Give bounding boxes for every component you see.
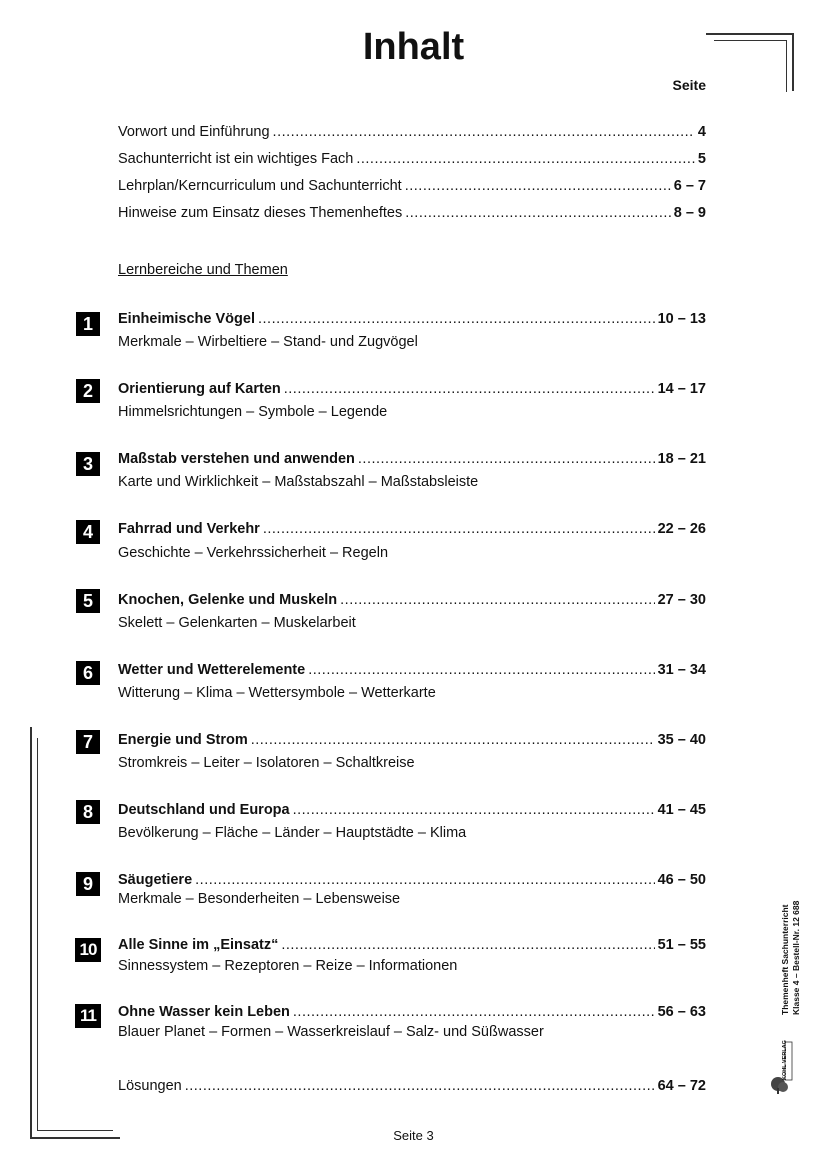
topic-subtitle: Blauer Planet – Formen – Wasserkreislauf – Salz- und Süßwasser (118, 1024, 544, 1040)
leader-dots (258, 311, 655, 327)
side-info (780, 845, 806, 1015)
topic-pages: 46 – 50 (657, 872, 706, 888)
topic-number-badge: 9 (76, 872, 100, 896)
toc-entry-intro (118, 178, 706, 194)
toc-topic (118, 451, 706, 467)
leader-dots (251, 732, 655, 748)
leader-dots (195, 872, 654, 888)
toc-entry-pages: 6 – 7 (673, 178, 706, 194)
topic-number-badge: 4 (76, 520, 100, 544)
topic-pages: 51 – 55 (657, 937, 706, 953)
topic-number-badge: 8 (76, 800, 100, 824)
leader-dots (358, 451, 655, 467)
toc-entry-intro (118, 124, 706, 140)
topic-subtitle: Skelett – Gelenkarten – Muskelarbeit (118, 615, 356, 631)
topic-pages: 56 – 63 (657, 1004, 706, 1020)
topic-title: Energie und Strom (118, 732, 248, 748)
leader-dots (263, 521, 655, 537)
topic-pages: 31 – 34 (657, 662, 706, 678)
toc-entry-label: Sachunterricht ist ein wichtiges Fach (118, 151, 354, 167)
topic-title: Alle Sinne im „Einsatz“ (118, 937, 279, 953)
topic-pages: 41 – 45 (657, 802, 706, 818)
leader-dots (281, 937, 654, 953)
leader-dots (293, 1004, 655, 1020)
side-info-line2: Klasse 4 – Bestell-Nr. 12 688 (791, 900, 801, 1015)
topic-title: Orientierung auf Karten (118, 381, 281, 397)
toc-entry-label: Vorwort und Einführung (118, 124, 270, 140)
toc-topic (118, 521, 706, 537)
topic-subtitle: Geschichte – Verkehrssicherheit – Regeln (118, 545, 389, 561)
leader-dots (356, 151, 695, 167)
section-heading: Lernbereiche und Themen (118, 262, 288, 278)
toc-topic (118, 732, 706, 748)
topic-subtitle: Merkmale – Besonderheiten – Lebensweise (118, 891, 401, 907)
toc-topic (118, 311, 706, 327)
leader-dots (273, 124, 695, 140)
topic-title: Deutschland und Europa (118, 802, 290, 818)
topic-pages: 10 – 13 (657, 311, 706, 327)
topic-title: Fahrrad und Verkehr (118, 521, 260, 537)
topic-subtitle: Stromkreis – Leiter – Isolatoren – Schaltkreise (118, 755, 415, 771)
topic-title: Knochen, Gelenke und Muskeln (118, 592, 338, 608)
page-title: Inhalt (362, 26, 465, 68)
leader-dots (405, 205, 671, 221)
toc-entry-pages: 64 – 72 (657, 1078, 706, 1094)
toc-entry-intro (118, 151, 706, 167)
toc-topic (118, 1004, 706, 1020)
toc-topic (118, 381, 706, 397)
frame-bottom-left-v2 (37, 738, 38, 1131)
topic-title: Einheimische Vögel (118, 311, 255, 327)
topic-number-badge: 3 (76, 452, 100, 476)
toc-entry-label: Lehrplan/Kerncurriculum und Sachunterricht (118, 178, 402, 194)
publisher-name: KOHL VERLAG (782, 1040, 788, 1080)
leader-dots (405, 178, 671, 194)
leader-dots (284, 381, 655, 397)
toc-topic (118, 937, 706, 953)
topic-subtitle: Karte und Wirklichkeit – Maßstabszahl – Maßstabsleiste (118, 474, 479, 490)
topic-pages: 14 – 17 (657, 381, 706, 397)
page-column-label: Seite (672, 77, 706, 93)
topic-title: Wetter und Wetterelemente (118, 662, 306, 678)
toc-topic (118, 592, 706, 608)
topic-number-badge: 5 (76, 589, 100, 613)
frame-bottom-left-v (30, 727, 32, 1139)
side-info-line1: Themenheft Sachunterricht (780, 904, 790, 1015)
topic-subtitle: Sinnessystem – Rezeptoren – Reize – Informationen (118, 958, 458, 974)
toc-topic (118, 872, 706, 888)
publisher-logo (768, 1040, 794, 1096)
toc-topic (118, 662, 706, 678)
topic-number-badge: 1 (76, 312, 100, 336)
topic-pages: 27 – 30 (657, 592, 706, 608)
topic-number-badge: 6 (76, 661, 100, 685)
topic-title: Ohne Wasser kein Leben (118, 1004, 290, 1020)
topic-pages: 22 – 26 (657, 521, 706, 537)
toc-entry-pages: 8 – 9 (673, 205, 706, 221)
toc-entry-label: Hinweise zum Einsatz dieses Themenheftes (118, 205, 403, 221)
page-footer: Seite 3 (393, 1128, 434, 1143)
topic-number-badge: 7 (76, 730, 100, 754)
topic-subtitle: Himmelsrichtungen – Symbole – Legende (118, 404, 388, 420)
toc-entry-pages: 5 (697, 151, 706, 167)
leader-dots (293, 802, 655, 818)
toc-entry-label: Lösungen (118, 1078, 182, 1094)
topic-pages: 35 – 40 (657, 732, 706, 748)
topic-pages: 18 – 21 (657, 451, 706, 467)
toc-entry-pages: 4 (697, 124, 706, 140)
topic-subtitle: Bevölkerung – Fläche – Länder – Hauptstädte – Klima (118, 825, 467, 841)
toc-entry-intro (118, 205, 706, 221)
tree-logo-icon (768, 1040, 794, 1096)
topic-subtitle: Witterung – Klima – Wettersymbole – Wetterkarte (118, 685, 436, 701)
leader-dots (185, 1078, 655, 1094)
toc-entry-solutions (118, 1078, 706, 1094)
leader-dots (340, 592, 654, 608)
topic-number-badge: 2 (76, 379, 100, 403)
topic-number-badge: 10 (75, 938, 101, 962)
leader-dots (308, 662, 654, 678)
topic-title: Maßstab verstehen und anwenden (118, 451, 355, 467)
toc-topic (118, 802, 706, 818)
topic-title: Säugetiere (118, 872, 193, 888)
topic-number-badge: 11 (75, 1004, 101, 1028)
topic-subtitle: Merkmale – Wirbeltiere – Stand- und Zugvögel (118, 334, 418, 350)
